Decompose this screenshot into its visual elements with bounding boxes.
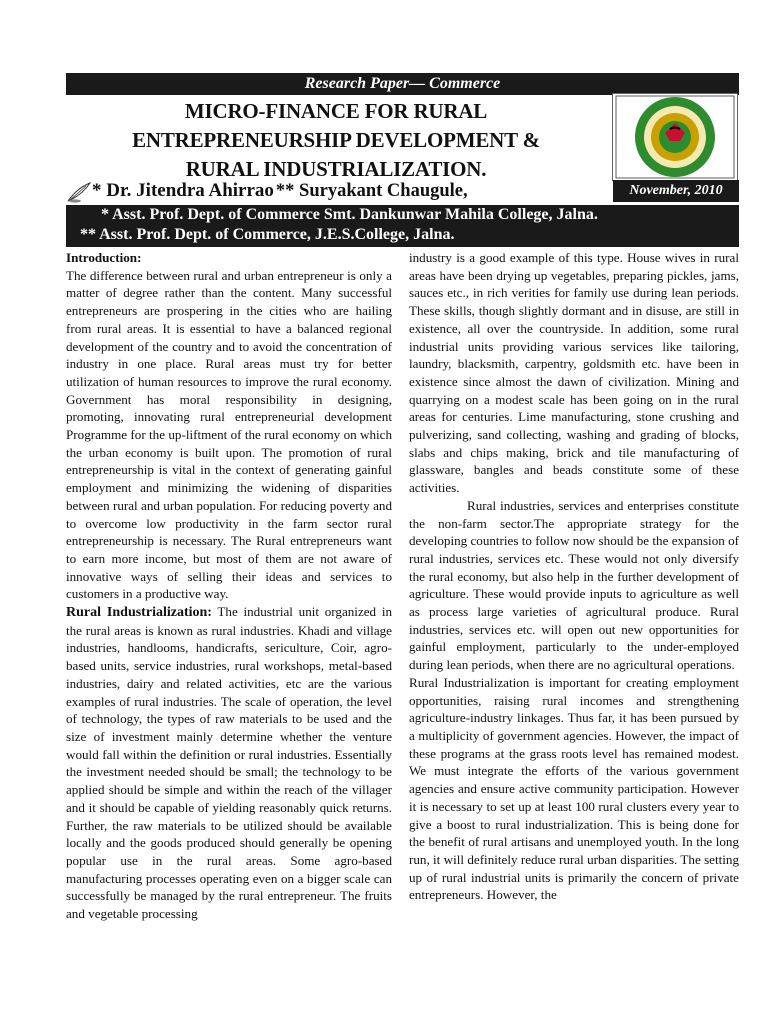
left-column [66, 249, 392, 923]
author-first: * Dr. Jitendra Ahirrao [92, 180, 274, 201]
rural-industrialization-text: The industrial unit organized in the rural areas is known as rural industries. Khadi and village industries, handlooms, handicrafts, sericulture, Coir, agro-based units, service industries, rural workshops, metal-based industries, dairy and related activities, etc are the various examples of rural industries. The scale of operation, the level of technology, the types of raw materials to be used and the size of investment mainly determine whether the venture would fall within the definition or rural industries. Essentially the investment needed should be small; the technology to be applied should be simple and within the reach of the villager and it should be capable of yielding reasonably quick returns. Further, the raw materials to be utilized should be available locally and the goods produced should generally be opening popular use in the rural areas. Some agro-based manufacturing processes operating even on a bigger scale can successfully be managed by the rural entrepreneur. The fruits and vegetable processing [66, 604, 392, 922]
title-line: ENTREPRENEURSHIP DEVELOPMENT & [132, 128, 540, 152]
author-second: ** Suryakant Chaugule, [275, 181, 468, 201]
author-line [92, 180, 468, 202]
affiliation-1: * Asst. Prof. Dept. of Commerce Smt. Dankunwar Mahila College, Jalna. [101, 206, 598, 223]
paper-title [66, 97, 606, 184]
title-line: MICRO-FINANCE FOR RURAL [184, 99, 488, 123]
rural-industrialization-heading: Rural Industrialization: [66, 605, 212, 621]
section-banner: Research Paper— Commerce [66, 73, 739, 95]
rural-industrialization-paragraph [66, 603, 392, 923]
right-paragraph-3: Rural Industrialization is important for creating employment opportunities, raising rural incomes and strengthening agriculture-industry linkages. Thus far, it has been pursued by a multiplicity of government agencies. However, the impact of these programs at the grass roots level has remained modest. We must integrate the efforts of the various government agencies and ensure active community participation. However it is necessary to set up at least 100 rural clusters every year to give a boost to rural industrialization. This is being done for the benefit of rural artisans and unemployed youth. In the long run, it will definitely reduce rural urban disparities. The setting up of rural industrial units is primarily the concern of private entrepreneurs. However, the [409, 674, 739, 903]
right-paragraph-1: industry is a good example of this type. House wives in rural areas have been drying up vegetables, preparing pickles, jams, sauces etc., in rich verities for family use during lean periods. These skills, though slightly dormant and in disuse, are still in existence, all over the countryside. In addition, some rural industrial units providing various services like tailoring, laundry, blacksmith, carpentry, goldsmith etc. have been in existence since almost the dawn of civilization. Mining and quarrying on a modest scale has been going on in the rural areas for centuries. Lime manufacturing, stone crushing and pulverizing, sand collecting, washing and grading of blocks, slabs and chips making, brick and tile manufacturing of glassware, bangles and beads constitute some of these activities. [409, 250, 739, 496]
right-paragraph-2: Rural industries, services and enterprises constitute the non-farm sector.The appropriate strategy for the developing countries to follow now should be the expansion of rural industries, services etc. These would not only diversify the rural economy, but also help in the further development of agriculture. These would provide inputs to agriculture as well as process large varieties of agricultural produce. Rural industries, services etc. will open out new opportunities for gainful employment, particularly to the under-employed during lean periods, when there are no agricultural operations. [409, 497, 739, 673]
society-logo [612, 93, 738, 181]
intro-paragraph: The difference between rural and urban entrepreneur is only a matter of degree rather than the content. Many successful entrepreneurs are prospering in the cities who are hailing from rural areas. It is essential to have a balanced regional development of the country and to avoid the concentration of industry in one place. Rural areas must try for better utilization of human resources to improve the rural economy. Government has moral responsibility in designing, promoting, innovating rural entrepreneurial development Programme for the up-liftment of the rural economy on which the urban economy is built upon. The promotion of rural entrepreneurship is vital in the context of generating gainful employment and minimizing the widening of disparities between rural and urban population. For reducing poverty and to overcome low productivity in the farm sector rural entrepreneurship is necessary. The Rural entrepreneurs want to earn more income, but most of them are not aware of innovative ways of selling their ideas and services to customers in a productive way. [66, 267, 392, 602]
right-column [409, 249, 739, 904]
issue-date: November, 2010 [613, 180, 739, 202]
quill-pen-icon [66, 181, 92, 203]
title-line: RURAL INDUSTRIALIZATION. [185, 157, 487, 181]
intro-heading: Introduction: [66, 250, 142, 265]
affiliation-2: ** Asst. Prof. Dept. of Commerce, J.E.S.College, Jalna. [80, 226, 455, 243]
affiliations-bar [66, 205, 739, 247]
